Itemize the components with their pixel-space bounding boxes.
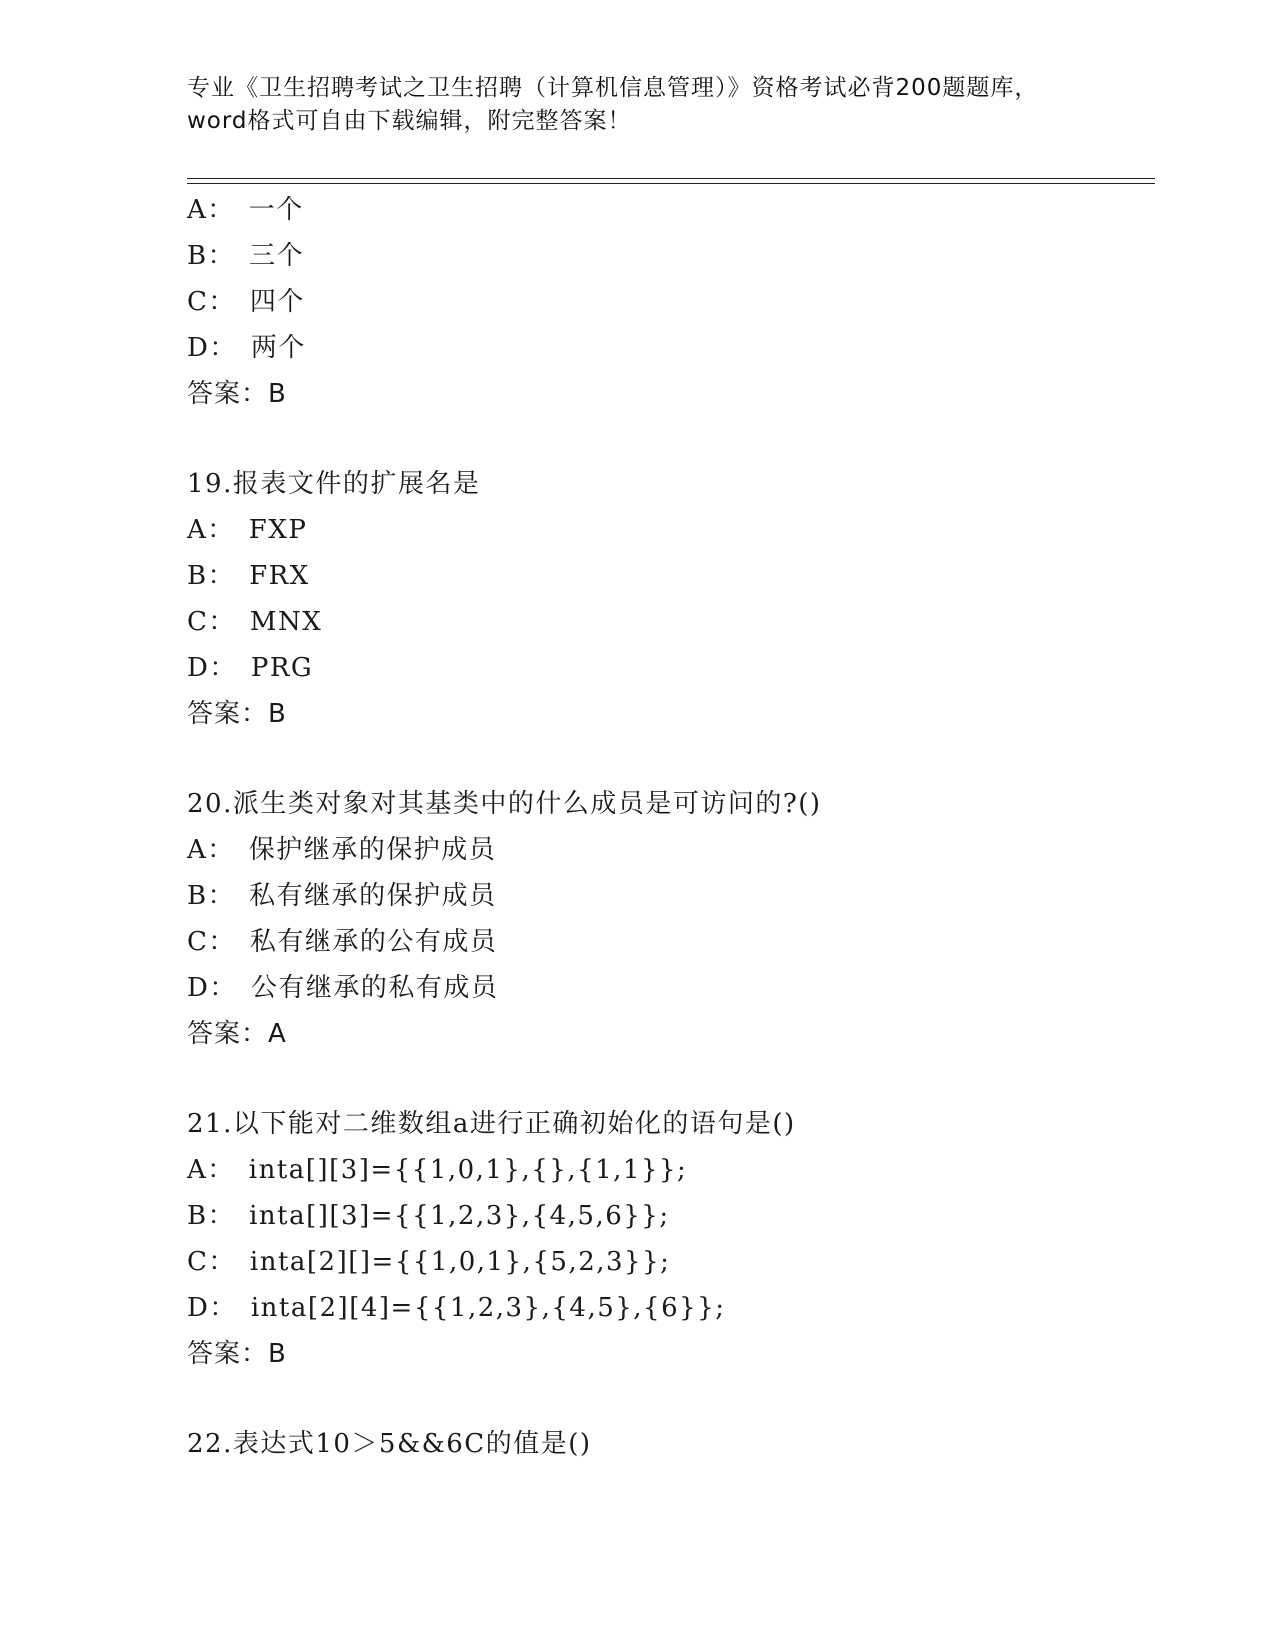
question-text: 20.派生类对象对其基类中的什么成员是可访问的?() (187, 789, 822, 819)
question-block-22 (187, 1421, 1147, 1467)
option-c: C： 四个 (187, 287, 305, 317)
question-block-20 (187, 781, 1147, 1057)
option-c: C： MNX (187, 607, 323, 637)
option-a: A： 保护继承的保护成员 (187, 835, 497, 865)
question-text: 22.表达式10＞5&&6C的值是() (187, 1429, 592, 1459)
option-b: B： 三个 (187, 241, 305, 271)
question-block-21 (187, 1101, 1147, 1377)
option-a: A： inta[][3]={{1,0,1},{},{1,1}}; (187, 1155, 688, 1185)
header-line-2: word格式可自由下载编辑，附完整答案！ (187, 108, 632, 134)
question-block-18 (187, 187, 1147, 417)
header-divider-bottom (187, 183, 1155, 184)
option-d: D： 公有继承的私有成员 (187, 973, 499, 1003)
answer-line: 答案：B (187, 699, 287, 729)
question-list (187, 187, 1147, 1467)
option-c: C： 私有继承的公有成员 (187, 927, 498, 957)
option-b: B： inta[][3]={{1,2,3},{4,5,6}}; (187, 1201, 670, 1231)
option-d: D： inta[2][4]={{1,2,3},{4,5},{6}}; (187, 1293, 726, 1323)
header-divider-top (187, 178, 1155, 179)
answer-line: 答案：B (187, 379, 287, 409)
answer-line: 答案：A (187, 1019, 287, 1049)
header-line-1: 专业《卫生招聘考试之卫生招聘（计算机信息管理）》资格考试必背200题题库， (187, 75, 1039, 101)
question-text: 19.报表文件的扩展名是 (187, 469, 481, 499)
option-a: A： 一个 (187, 195, 304, 225)
option-b: B： FRX (187, 561, 310, 591)
option-d: D： 两个 (187, 333, 306, 363)
question-text: 21.以下能对二维数组a进行正确初始化的语句是() (187, 1109, 796, 1139)
option-a: A： FXP (187, 515, 308, 545)
answer-line: 答案：B (187, 1339, 287, 1369)
option-d: D： PRG (187, 653, 314, 683)
option-b: B： 私有继承的保护成员 (187, 881, 497, 911)
document-header (187, 72, 1087, 138)
option-c: C： inta[2][]={{1,0,1},{5,2,3}}; (187, 1247, 671, 1277)
question-block-19 (187, 461, 1147, 737)
